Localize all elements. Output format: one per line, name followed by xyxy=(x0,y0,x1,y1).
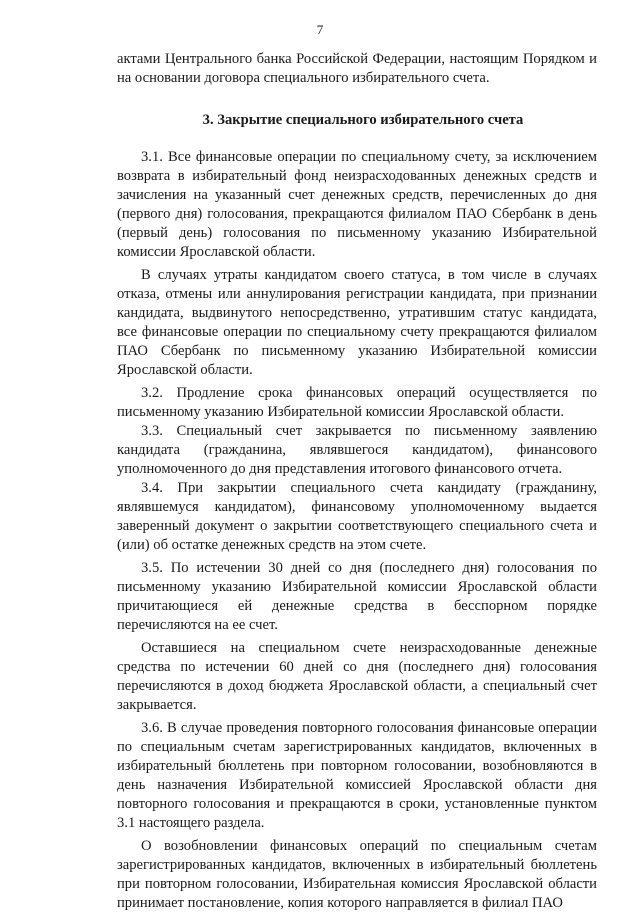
paragraph-3-2: 3.2. Продление срока финансовых операций осуществляется по письменному указанию Избирательной комиссии Ярославской области. xyxy=(117,385,597,420)
section-title: 3. Закрытие специального избирательного счета xyxy=(202,112,524,128)
paragraph-3-1-status-loss: В случаях утраты кандидатом своего статуса, в том числе в случаях отказа, отмены или аннулирования регистрации кандидата, при признании кандидата, выдвинутого непосредственно, утратившим статус кандидата, все финансовые операции по специальному счету прекращаются филиалом ПАО Сбербанк по письменному указанию Избирательной комиссии Ярославской области. xyxy=(117,267,597,378)
paragraph-3-6: 3.6. В случае проведения повторного голосования финансовые операции по специальным счетам зарегистрированных кандидатов, включенных в избирательный бюллетень при повторном голосовании, возобновляются в день назначения Избирательной комиссией Ярославской области дня повторного голосования и прекращаются в сроки, установленные пунктом 3.1 настоящего раздела. xyxy=(117,720,597,831)
paragraph-3-3: 3.3. Специальный счет закрывается по письменному заявлению кандидата (гражданина, являвшегося кандидатом), финансового уполномоченного до дня представления итогового финансового отчета. xyxy=(117,423,597,477)
paragraph-3-5-remaining-funds: Оставшиеся на специальном счете неизрасходованные денежные средства по истечении 60 дней со дня (последнего дня) голосования перечисляются в доход бюджета Ярославской области, а специальный счет закрывается. xyxy=(117,640,597,713)
paragraph-3-6-resumption: О возобновлении финансовых операций по специальным счетам зарегистрированных кандидатов, включенных в избирательный бюллетень при повторном голосовании, Избирательная комиссия Ярославской области принимает постановление, копия которого направляется в филиал ПАО xyxy=(117,838,597,911)
intro-paragraph: актами Центрального банка Российской Федерации, настоящим Порядком и на основании договора специального избирательного счета. xyxy=(117,51,597,86)
document-body xyxy=(117,50,597,913)
page-number: 7 xyxy=(316,22,324,37)
paragraph-3-5: 3.5. По истечении 30 дней со дня (последнего дня) голосования по письменному указанию Избирательной комиссии Ярославской области причитающиеся ей денежные средства в бесспорном порядке перечисляются на ее счет. xyxy=(117,560,597,633)
paragraph-3-4: 3.4. При закрытии специального счета кандидату (гражданину, являвшемуся кандидатом), финансовому уполномоченному выдается заверенный документ о закрытии соответствующего специального счета и (или) об остатке денежных средств на этом счете. xyxy=(117,480,597,553)
paragraph-3-1: 3.1. Все финансовые операции по специальному счету, за исключением возврата в избирательный фонд неизрасходованных денежных средств и зачисления на указанный счет денежных средств, перечисленных до дня (первого дня) голосования, прекращаются филиалом ПАО Сбербанк в день (первый день) голосования по письменному указанию Избирательной комиссии Ярославской области. xyxy=(117,149,597,260)
